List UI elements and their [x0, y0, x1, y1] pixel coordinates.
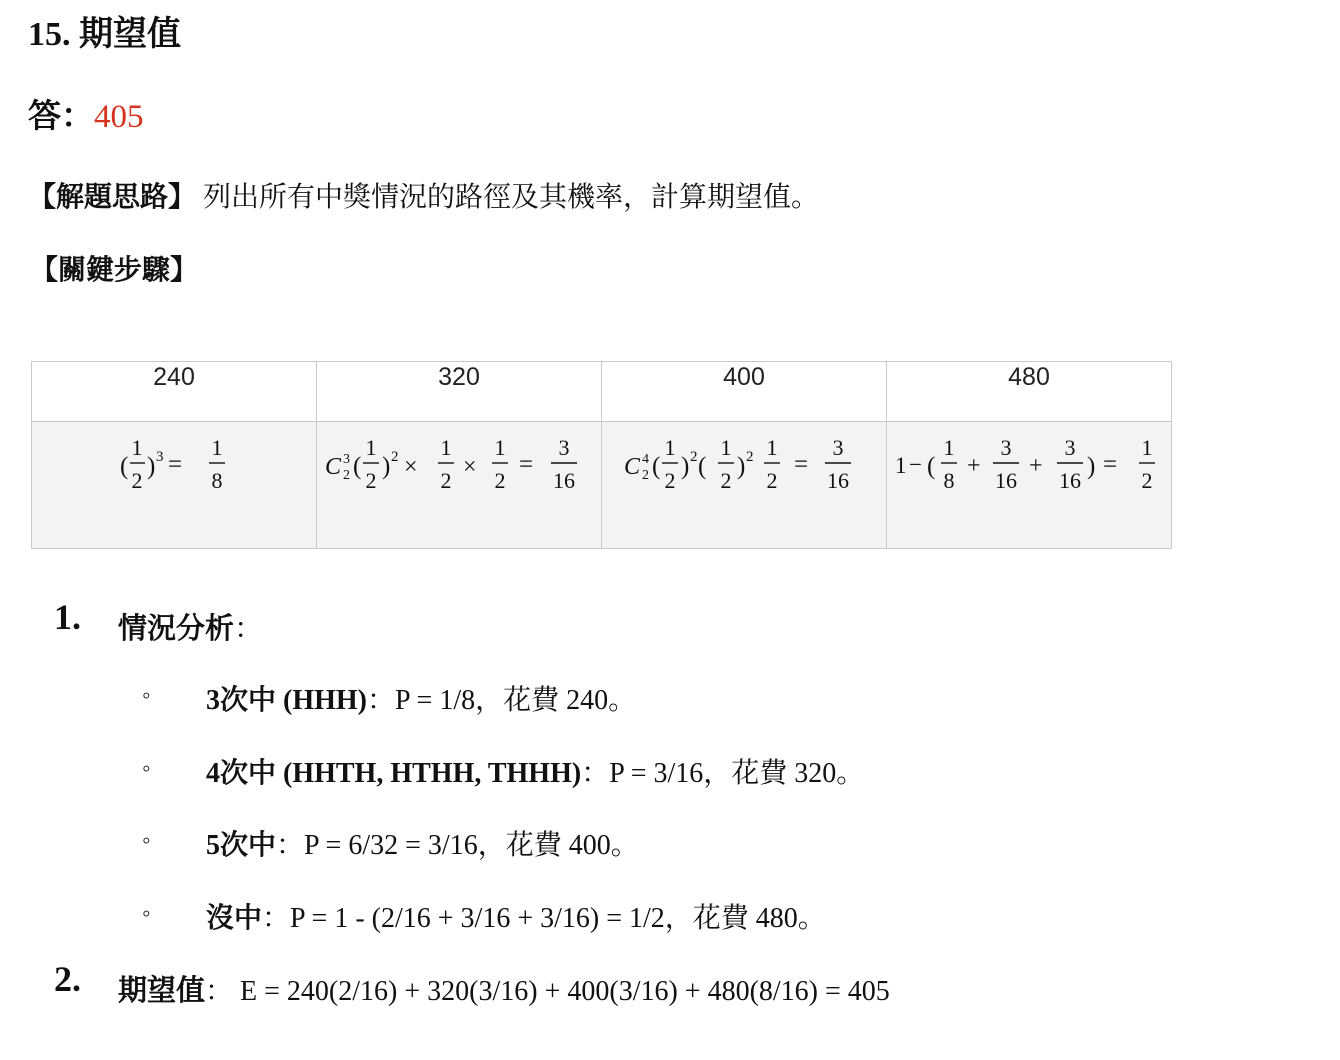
item-bold: 3次中 (HHH) — [206, 685, 367, 716]
svg-text:3: 3 — [343, 452, 350, 467]
problem-title: 15. 期望值 — [28, 16, 181, 53]
list-number-1: 1. — [54, 597, 81, 637]
svg-text:3: 3 — [1000, 435, 1012, 460]
bullet-icon: ◦ — [142, 901, 151, 927]
item-bold: 5次中 — [206, 830, 277, 861]
svg-text:1: 1 — [131, 435, 143, 460]
section-title-expected-value: 期望值 — [118, 975, 206, 1007]
list-number-2: 2. — [54, 959, 81, 999]
formula-400 — [604, 426, 884, 496]
svg-text:(: ( — [353, 453, 362, 480]
idea-tag: 【解題思路】 — [28, 182, 197, 213]
svg-text:1: 1 — [211, 435, 223, 460]
svg-text:16: 16 — [995, 468, 1017, 493]
svg-text:1: 1 — [943, 435, 955, 460]
svg-text:1: 1 — [440, 435, 452, 460]
svg-text:8: 8 — [943, 468, 955, 493]
svg-text:2: 2 — [766, 468, 778, 493]
probability-table — [31, 361, 1172, 549]
svg-text:2: 2 — [746, 449, 754, 465]
key-steps-tag: 【關鍵步驟】 — [30, 255, 199, 286]
svg-text:2: 2 — [690, 449, 698, 465]
svg-text:): ) — [681, 453, 690, 480]
svg-text:2: 2 — [365, 468, 377, 493]
idea-text: 列出所有中獎情況的路徑及其機率，計算期望值。 — [203, 182, 820, 213]
item-text: ：P = 6/32 = 3/16，花費 400。 — [276, 830, 639, 861]
svg-text:(: ( — [120, 453, 129, 480]
svg-text:=: = — [794, 451, 809, 478]
answer-label: 答： — [28, 99, 94, 135]
expected-value-line — [118, 968, 890, 1009]
svg-text:): ) — [737, 453, 746, 480]
list-item — [206, 823, 639, 863]
svg-text:−: − — [909, 452, 922, 477]
expected-value-formula: E = 240(2/16) + 320(3/16) + 400(3/16) + 480(8/16) = 405 — [240, 976, 890, 1007]
svg-text:3: 3 — [558, 435, 570, 460]
svg-text:3: 3 — [832, 435, 844, 460]
svg-text:(: ( — [698, 453, 707, 480]
svg-text:1: 1 — [365, 435, 377, 460]
svg-text:C: C — [325, 454, 342, 480]
svg-text:2: 2 — [642, 468, 649, 483]
svg-text:+: + — [1029, 453, 1043, 479]
svg-text:8: 8 — [211, 468, 223, 493]
svg-text:16: 16 — [827, 468, 849, 493]
svg-text:16: 16 — [553, 468, 575, 493]
item-bold: 沒中 — [206, 903, 263, 934]
formula-480 — [889, 426, 1169, 496]
svg-text:1: 1 — [766, 435, 778, 460]
answer-value: 405 — [94, 99, 144, 135]
svg-text:=: = — [519, 451, 534, 478]
svg-text:(: ( — [927, 453, 936, 480]
svg-text:2: 2 — [131, 468, 143, 493]
section-title-colon: ： — [234, 613, 264, 645]
answer-line — [28, 90, 144, 137]
item-bold: 4次中 (HHTH, HTHH, THHH) — [206, 758, 582, 789]
svg-text:2: 2 — [1141, 468, 1153, 493]
svg-text:2: 2 — [343, 468, 350, 483]
svg-text:×: × — [404, 454, 418, 480]
formula-cell-240 — [32, 422, 317, 549]
formula-240 — [34, 426, 314, 496]
solution-idea — [28, 175, 819, 215]
svg-text:1: 1 — [1141, 435, 1153, 460]
svg-text:): ) — [147, 453, 156, 480]
expected-colon: ： — [205, 976, 234, 1007]
svg-text:3: 3 — [1064, 435, 1076, 460]
table-header-row — [32, 362, 1172, 422]
formula-cell-320 — [317, 422, 602, 549]
table-formula-row — [32, 422, 1172, 549]
svg-text:+: + — [967, 453, 981, 479]
section-title-text: 情況分析 — [118, 613, 235, 645]
svg-text:2: 2 — [440, 468, 452, 493]
svg-text:1: 1 — [494, 435, 506, 460]
svg-text:2: 2 — [720, 468, 732, 493]
svg-text:2: 2 — [664, 468, 676, 493]
svg-text:2: 2 — [391, 449, 399, 465]
bullet-icon: ◦ — [142, 828, 151, 854]
svg-text:=: = — [168, 451, 183, 478]
list-item — [206, 896, 826, 936]
header-cell-400: 400 — [602, 362, 887, 422]
bullet-icon: ◦ — [142, 756, 151, 782]
formula-320 — [319, 426, 599, 496]
svg-text:=: = — [1103, 451, 1118, 478]
header-cell-480: 480 — [887, 362, 1172, 422]
formula-cell-480 — [887, 422, 1172, 549]
svg-text:16: 16 — [1059, 468, 1081, 493]
section-title-case-analysis — [118, 606, 263, 647]
svg-text:×: × — [463, 454, 477, 480]
header-cell-320: 320 — [317, 362, 602, 422]
list-item — [206, 678, 636, 718]
svg-text:1: 1 — [895, 453, 907, 478]
bullet-icon: ◦ — [142, 683, 151, 709]
svg-text:4: 4 — [642, 452, 649, 467]
item-text: ：P = 1/8，花費 240。 — [367, 685, 637, 716]
svg-text:C: C — [624, 454, 641, 480]
formula-cell-400 — [602, 422, 887, 549]
svg-text:1: 1 — [664, 435, 676, 460]
item-text: ：P = 1 - (2/16 + 3/16 + 3/16) = 1/2，花費 480。 — [262, 903, 826, 934]
svg-text:): ) — [382, 453, 391, 480]
svg-text:): ) — [1087, 453, 1096, 480]
svg-text:3: 3 — [156, 449, 164, 465]
item-text: ：P = 3/16，花費 320。 — [581, 758, 865, 789]
svg-text:1: 1 — [720, 435, 732, 460]
svg-text:2: 2 — [494, 468, 506, 493]
svg-text:(: ( — [652, 453, 661, 480]
list-item — [206, 751, 864, 791]
header-cell-240: 240 — [32, 362, 317, 422]
